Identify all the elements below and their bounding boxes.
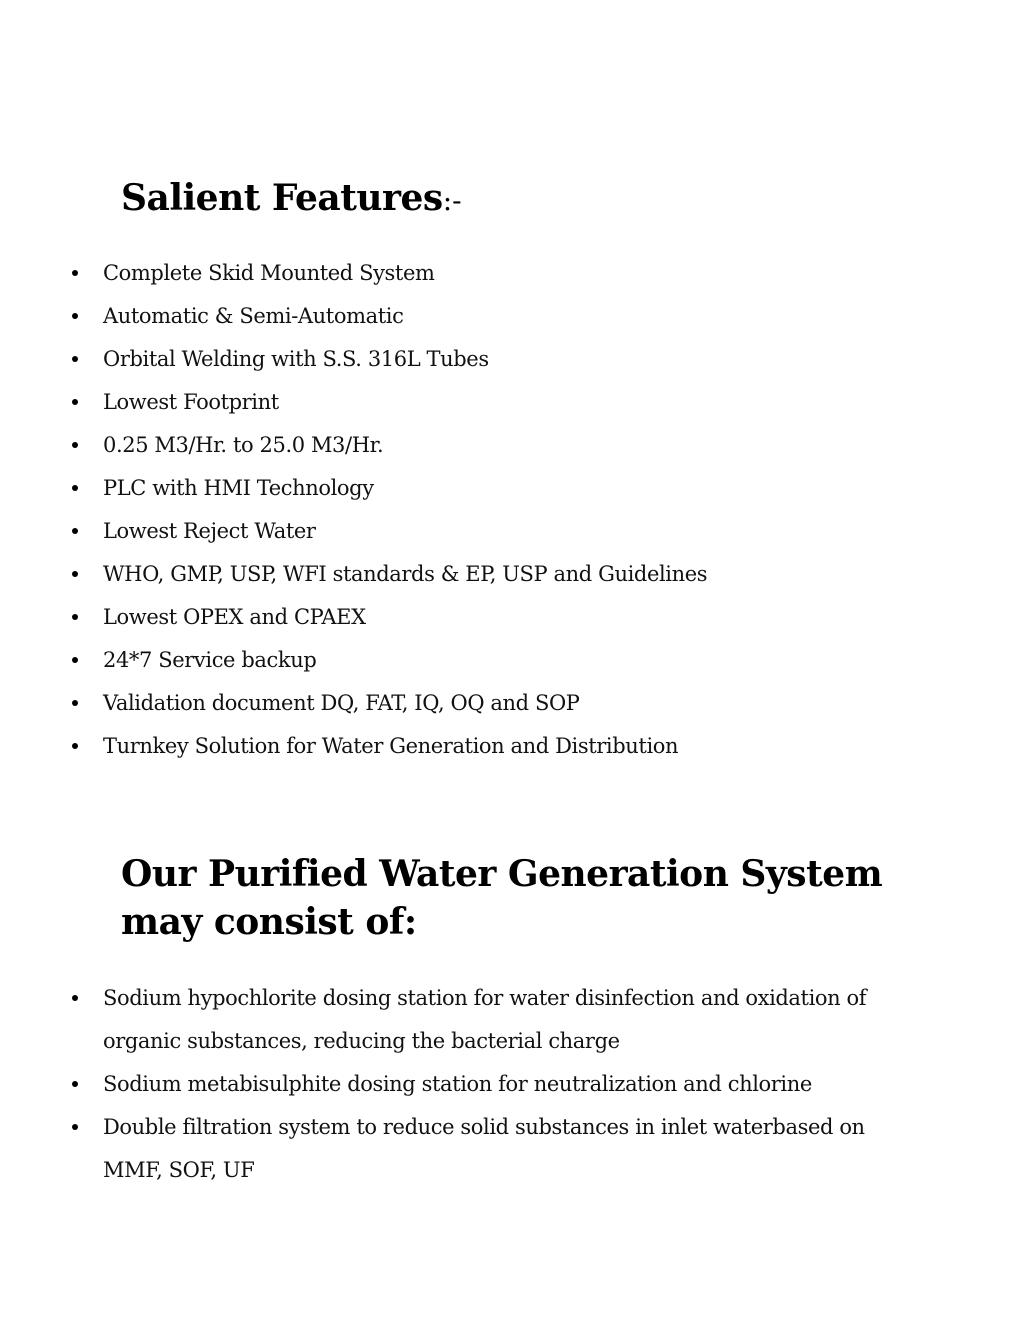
list-item-text: Sodium hypochlorite dosing station for water disinfection and oxidation of organic substances, reducing the bacterial charge: [103, 986, 867, 1053]
list-item-text: Orbital Welding with S.S. 316L Tubes: [103, 347, 489, 371]
list-item: [0, 682, 1024, 725]
list-item-text: 24*7 Service backup: [103, 648, 317, 672]
salient-features-title: Salient Features: [121, 177, 443, 219]
list-item: [0, 725, 1024, 768]
bullet-icon: [72, 1081, 78, 1087]
list-item-text: Lowest OPEX and CPAEX: [103, 605, 366, 629]
bullet-icon: [72, 399, 78, 405]
list-item-text: Complete Skid Mounted System: [103, 261, 435, 285]
list-item-text: Validation document DQ, FAT, IQ, OQ and SOP: [103, 691, 580, 715]
list-item: [0, 596, 1024, 639]
list-item: [0, 1063, 1024, 1106]
salient-features-heading: [121, 174, 462, 225]
list-item: [0, 639, 1024, 682]
salient-features-list: [0, 252, 1024, 768]
list-item: [0, 338, 1024, 381]
list-item-text: Lowest Reject Water: [103, 519, 316, 543]
bullet-icon: [72, 528, 78, 534]
bullet-icon: [72, 356, 78, 362]
bullet-icon: [72, 270, 78, 276]
bullet-icon: [72, 995, 78, 1001]
list-item: [0, 510, 1024, 553]
list-item-text: WHO, GMP, USP, WFI standards & EP, USP and Guidelines: [103, 562, 708, 586]
list-item-text: Sodium metabisulphite dosing station for neutralization and chlorine: [103, 1072, 812, 1096]
list-item: [0, 553, 1024, 596]
system-components-heading: Our Purified Water Generation System may consist of:: [121, 853, 883, 943]
list-item: [0, 1106, 1024, 1192]
bullet-icon: [72, 657, 78, 663]
list-item-text: Double filtration system to reduce solid substances in inlet waterbased on MMF, SOF, UF: [103, 1115, 865, 1182]
system-components-list: [0, 977, 1024, 1192]
salient-features-title-suffix: :-: [442, 184, 462, 217]
list-item-text: Turnkey Solution for Water Generation and Distribution: [103, 734, 679, 758]
list-item: [0, 252, 1024, 295]
list-item-text: Lowest Footprint: [103, 390, 279, 414]
list-item: [0, 977, 1024, 1063]
list-item: [0, 424, 1024, 467]
list-item: [0, 295, 1024, 338]
bullet-icon: [72, 442, 78, 448]
list-item-text: 0.25 M3/Hr. to 25.0 M3/Hr.: [103, 433, 384, 457]
bullet-icon: [72, 614, 78, 620]
list-item: [0, 467, 1024, 510]
bullet-icon: [72, 485, 78, 491]
list-item-text: Automatic & Semi-Automatic: [103, 304, 404, 328]
bullet-icon: [72, 571, 78, 577]
bullet-icon: [72, 313, 78, 319]
list-item: [0, 381, 1024, 424]
bullet-icon: [72, 1124, 78, 1130]
bullet-icon: [72, 743, 78, 749]
bullet-icon: [72, 700, 78, 706]
list-item-text: PLC with HMI Technology: [103, 476, 374, 500]
